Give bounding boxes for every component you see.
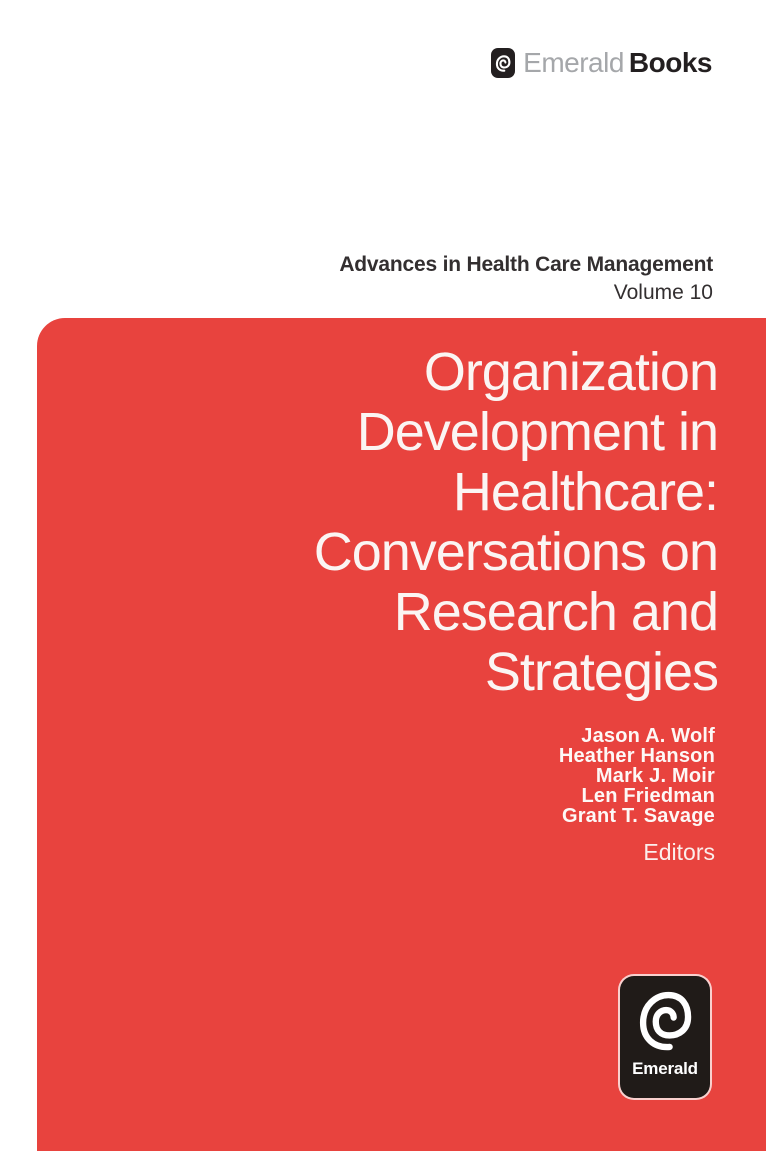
publisher-wordmark	[523, 48, 712, 78]
series-volume: Volume 10	[613, 281, 713, 304]
publisher-logo-label: Emerald	[632, 1059, 698, 1078]
book-title-line: Strategies	[484, 642, 718, 702]
emerald-swirl-icon	[491, 48, 515, 78]
book-title-line: Research and	[393, 582, 718, 642]
book-title-line: Organization	[423, 342, 718, 402]
emerald-swirl-icon	[636, 987, 694, 1055]
book-title-line: Development in	[356, 402, 718, 462]
series-heading	[339, 251, 713, 307]
editor-name: Mark J. Moir	[595, 765, 715, 787]
brand-name-light: Emerald	[523, 47, 624, 78]
editor-name: Jason A. Wolf	[581, 725, 715, 747]
editor-name: Len Friedman	[581, 785, 715, 807]
editor-name: Grant T. Savage	[561, 805, 715, 827]
editor-name: Heather Hanson	[558, 745, 715, 767]
publisher-logo-badge	[620, 976, 710, 1098]
book-cover-panel	[37, 318, 766, 1151]
book-title-line: Healthcare:	[452, 462, 718, 522]
brand-name-bold: Books	[628, 47, 712, 78]
series-title: Advances in Health Care Management	[339, 253, 713, 276]
editors-block	[559, 726, 715, 866]
editors-label: Editors	[643, 839, 715, 865]
publisher-header-logo	[491, 48, 712, 78]
book-title-line: Conversations on	[313, 522, 718, 582]
book-title	[314, 342, 718, 702]
